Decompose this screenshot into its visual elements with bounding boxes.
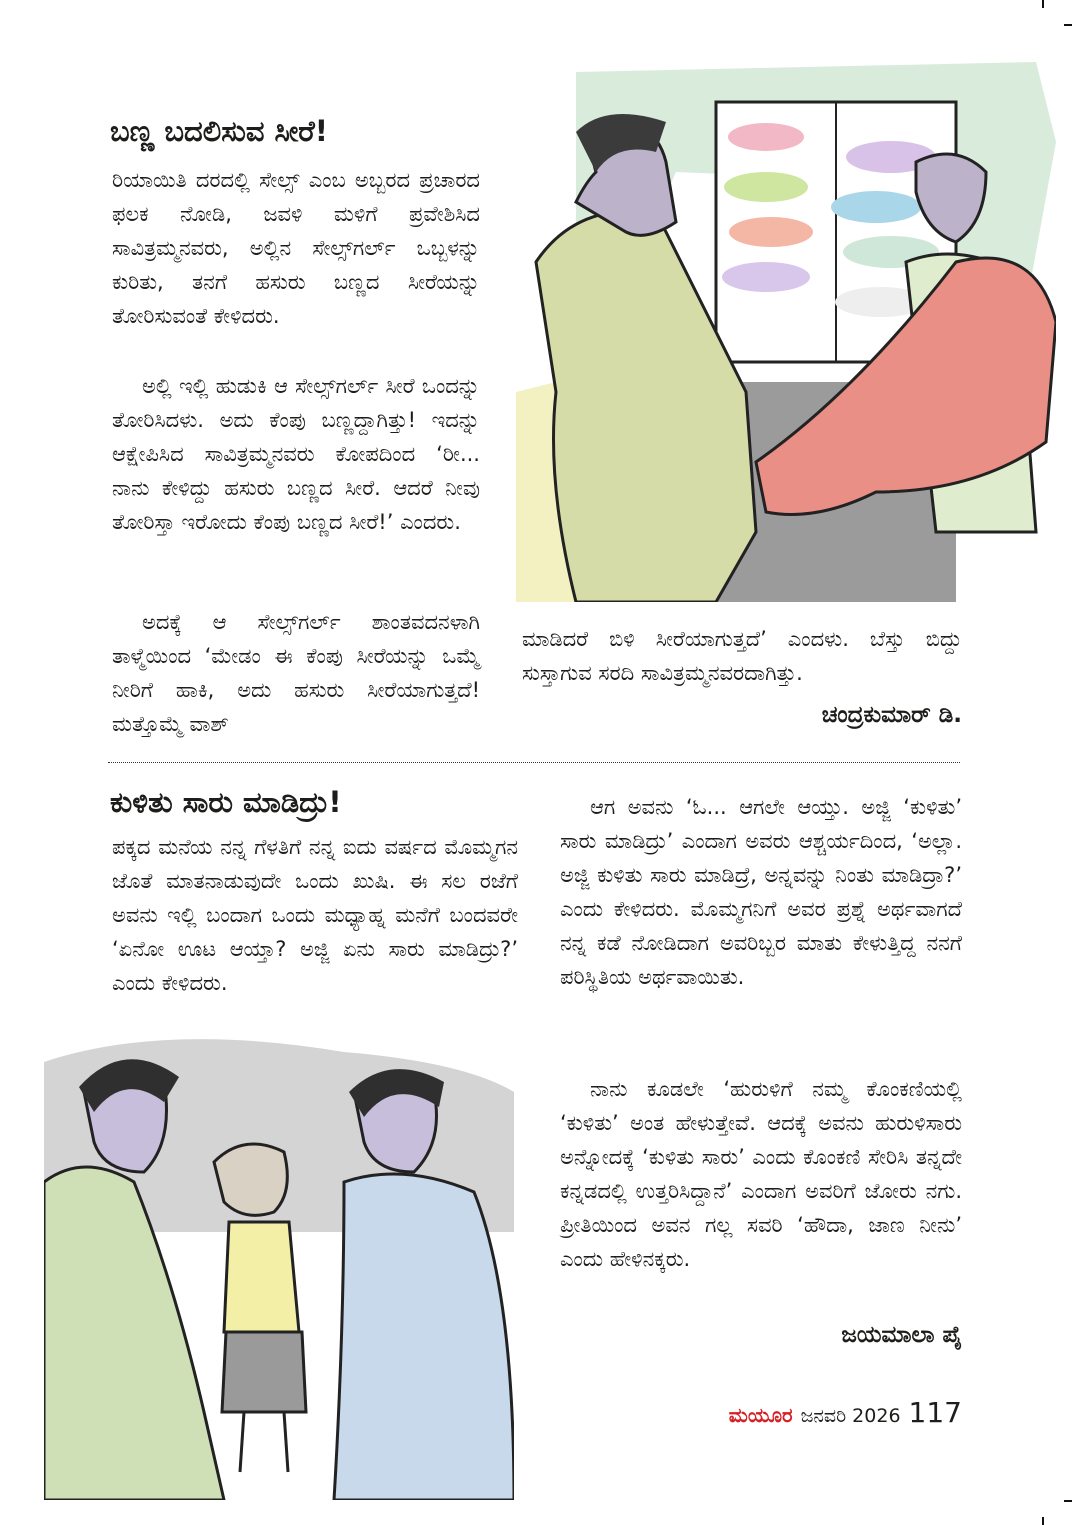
crop-mark-bottom: [1042, 1517, 1044, 1525]
story2-paragraph-left: ಪಕ್ಕದ ಮನೆಯ ನನ್ನ ಗೆಳತಿಗೆ ನನ್ನ ಐದು ವರ್ಷದ ಮೊಮ್ಮಗನ ಜೊತೆ ಮಾತನಾಡುವುದೇ ಒಂದು ಖುಷಿ. ಈ ಸಲ ರಜೆಗೆ ಅವನು ಇಲ್ಲಿ ಬಂದಾಗ ಒಂದು ಮಧ್ಯಾಹ್ನ ಮನೆಗೆ ಬಂದವರೇ ‘ಏನೋ ಊಟ ಆಯ್ತಾ? ಅಜ್ಜಿ ಏನು ಸಾರು ಮಾಡಿದ್ರು?’ ಎಂದು ಕೇಳಿದರು.: [112, 835, 518, 995]
saree-shop-illustration: [516, 62, 1056, 602]
page-number: 117: [908, 1396, 962, 1429]
page-footer: [729, 1396, 962, 1429]
family-drawing: [44, 1032, 514, 1500]
family-illustration: [44, 1032, 514, 1500]
story-divider: [108, 762, 960, 763]
magazine-logo: ಮಯೂರ: [728, 1403, 793, 1427]
story1-title: ಬಣ್ಣ ಬದಲಿಸುವ ಸೀರೆ!: [110, 114, 329, 148]
story1-paragraph-1: ರಿಯಾಯಿತಿ ದರದಲ್ಲಿ ಸೇಲ್ಸ್ ಎಂಬ ಅಬ್ಬರದ ಪ್ರಚಾರದ ಫಲಕ ನೋಡಿ, ಜವಳಿ ಮಳಿಗೆ ಪ್ರವೇಶಿಸಿದ ಸಾವಿತ್ರಮ್ಮನವರು, ಅಲ್ಲಿನ ಸೇಲ್ಸ್‌ಗರ್ಲ್ ಒಬ್ಬಳನ್ನು ಕುರಿತು, ತನಗೆ ಹಸುರು ಬಣ್ಣದ ಸೀರೆಯನ್ನು ತೋರಿಸುವಂತೆ ಕೇಳಿದರು.: [112, 168, 480, 328]
story1-continuation: ಮಾಡಿದರೆ ಬಿಳಿ ಸೀರೆಯಾಗುತ್ತದೆ’ ಎಂದಳು. ಬೆಸ್ತು ಬಿದ್ದು ಸುಸ್ತಾಗುವ ಸರದಿ ಸಾವಿತ್ರಮ್ಮನವರದಾಗಿತ್ತು.: [522, 627, 962, 685]
saree-shop-drawing: [516, 62, 1056, 602]
story2-paragraph-right-1: ಆಗ ಅವನು ‘ಓ... ಆಗಲೇ ಆಯ್ತು. ಅಜ್ಜಿ ‘ಕುಳಿತು’ ಸಾರು ಮಾಡಿದ್ರು’ ಎಂದಾಗ ಅವರು ಆಶ್ಚರ್ಯದಿಂದ, ‘ಅಲ್ಲಾ. ಅಜ್ಜಿ ಕುಳಿತು ಸಾರು ಮಾಡಿದ್ರೆ, ಅನ್ನವನ್ನು ನಿಂತು ಮಾಡಿದ್ರಾ?’ ಎಂದು ಕೇಳಿದರು. ಮೊಮ್ಮಗನಿಗೆ ಅವರ ಪ್ರಶ್ನೆ ಅರ್ಥವಾಗದೆ ನನ್ನ ಕಡೆ ನೋಡಿದಾಗ ಅವರಿಬ್ಬರ ಮಾತು ಕೇಳುತ್ತಿದ್ದ ನನಗೆ ಪರಿಸ್ಥಿತಿಯ ಅರ್ಥವಾಯಿತು.: [560, 795, 962, 989]
story2-title: ಕುಳಿತು ಸಾರು ಮಾಡಿದ್ರು!: [110, 785, 342, 819]
crop-mark-right-top: [1064, 24, 1072, 26]
story2-paragraph-right-2: ನಾನು ಕೂಡಲೇ ‘ಹುರುಳಿಗೆ ನಮ್ಮ ಕೊಂಕಣಿಯಲ್ಲಿ ‘ಕುಳಿತು’ ಅಂತ ಹೇಳುತ್ತೇವೆ. ಆದಕ್ಕೆ ಅವನು ಹುರುಳಿಸಾರು ಅನ್ನೋದಕ್ಕೆ ‘ಕುಳಿತು ಸಾರು’ ಎಂದು ಕೊಂಕಣಿ ಸೇರಿಸಿ ತನ್ನದೇ ಕನ್ನಡದಲ್ಲಿ ಉತ್ತರಿಸಿದ್ದಾನೆ’ ಎಂದಾಗ ಅವರಿಗೆ ಜೋರು ನಗು. ಪ್ರೀತಿಯಿಂದ ಅವನ ಗಲ್ಲ ಸವರಿ ‘ಹೌದಾ, ಜಾಣ ನೀನು’ ಎಂದು ಹೇಳಿನಕ್ಕರು.: [560, 1077, 962, 1271]
story2-author: ಜಯಮಾಲಾ ಪೈ: [841, 1322, 962, 1348]
crop-mark-right-bottom: [1064, 1500, 1072, 1502]
issue-date: ಜನವರಿ 2026: [800, 1405, 901, 1427]
story1-author: ಚಂದ್ರಕುಮಾರ್ ಡಿ.: [821, 702, 962, 728]
crop-mark-top: [1042, 0, 1044, 8]
story1-paragraph-2: ಅಲ್ಲಿ ಇಲ್ಲಿ ಹುಡುಕಿ ಆ ಸೇಲ್ಸ್‌ಗರ್ಲ್ ಸೀರೆ ಒಂದನ್ನು ತೋರಿಸಿದಳು. ಅದು ಕೆಂಪು ಬಣ್ಣದ್ದಾಗಿತ್ತು! ಇದನ್ನು ಆಕ್ಷೇಪಿಸಿದ ಸಾವಿತ್ರಮ್ಮನವರು ಕೋಪದಿಂದ ‘ರೀ... ನಾನು ಕೇಳಿದ್ದು ಹಸುರು ಬಣ್ಣದ ಸೀರೆ. ಆದರೆ ನೀವು ತೋರಿಸ್ತಾ ಇರೋದು ಕೆಂಪು ಬಣ್ಣದ ಸೀರೆ!’ ಎಂದರು.: [112, 374, 480, 534]
story1-paragraph-3: ಅದಕ್ಕೆ ಆ ಸೇಲ್ಸ್‌ಗರ್ಲ್ ಶಾಂತವದನಳಾಗಿ ತಾಳ್ಮೆಯಿಂದ ‘ಮೇಡಂ ಈ ಕೆಂಪು ಸೀರೆಯನ್ನು ಒಮ್ಮೆ ನೀರಿಗೆ ಹಾಕಿ, ಅದು ಹಸುರು ಸೀರೆಯಾಗುತ್ತದೆ! ಮತ್ತೊಮ್ಮೆ ವಾಶ್: [112, 610, 480, 736]
